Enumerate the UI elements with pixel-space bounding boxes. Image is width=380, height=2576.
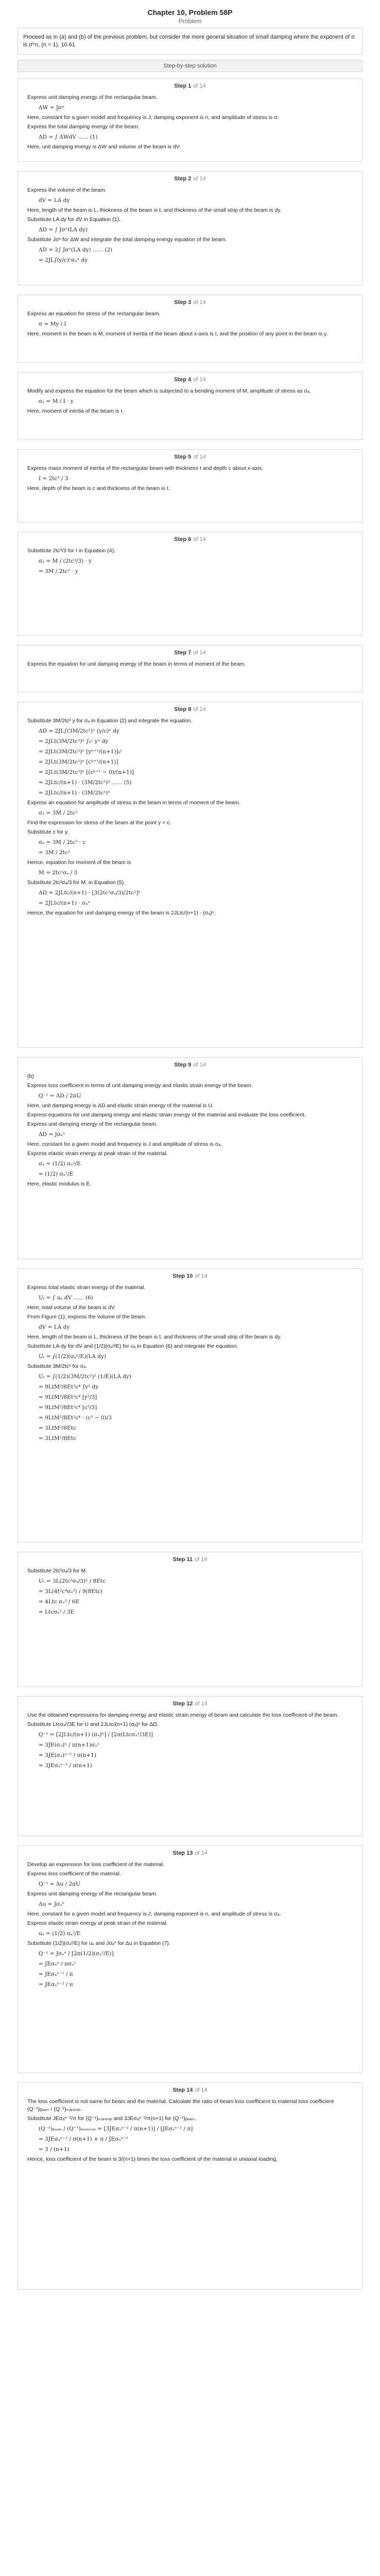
step-text: Express unit damping energy of the rectangular beam. (27, 94, 158, 100)
step-equation: = JEσₐⁿ / πσₐ² (39, 1961, 76, 1967)
step-equation: = 2JLtc/(n+1) · (3M/2tc²)ⁿ ...... (5) (39, 779, 132, 786)
step-text: Substitute LA dy for dV in Equation (1). (27, 216, 120, 223)
step-equation: ΔW = Jσⁿ (39, 105, 64, 111)
step-label: Step 7 (174, 650, 192, 656)
step-header (18, 1846, 362, 1859)
step-equation: = 3 / (n+1) (39, 2146, 70, 2153)
step-equation: Uₜ = ∫ uₐ dV ...... (6) (39, 1295, 93, 1301)
step-text: Substitute Ltcσₐ²/3E for U and 2JLtc/(n+1) (σₐ)ⁿ for ΔD. (27, 1721, 159, 1727)
step-equation: σₐ = 3M / 2tc² (39, 810, 78, 816)
step-card-13 (18, 1845, 362, 2073)
step-text: The loss coefficient is not same for beam and the material. Calculate the ratio of beam loss coefficient to material loss coefficient (Q⁻¹)ᵦₑₐₘ / (Q⁻¹)ₘₐₜₑᵣᵢₐₗ. (27, 2098, 334, 2112)
step-equation: uₐ = (1/2) σₐ²/E (39, 1930, 81, 1937)
step-equation: ΔD = ∫ Jσⁿ(LA dy) (39, 227, 88, 233)
step-equation: = 3LtM²/8Etc (39, 1435, 76, 1442)
step-card-10 (18, 1268, 362, 1543)
step-text: Express an equation for amplitude of stress in the beam in terms of moment of the beam. (27, 800, 240, 806)
step-count: of 14 (193, 83, 206, 89)
step-text: Express the total damping energy of the beam. (27, 124, 140, 130)
step-label: Step 6 (174, 536, 192, 543)
step-equation: = JEσₐⁿ⁻² / π (39, 1981, 73, 1988)
step-equation: = 3JEσₐⁿ⁻² / π(n+1) × π / JEσₐⁿ⁻² (39, 2136, 128, 2142)
step-equation: = 3L(4t²c⁴σₐ²) / 9(8Etc) (39, 1588, 103, 1595)
step-equation: Uₜ = 3L(2tc²σₐ/3)² / 8Etc (39, 1578, 106, 1584)
step-text: Substitute 2tc³/3 for I in Equation (4). (27, 548, 116, 554)
step-equation: = 9LtM²/8Et²c⁴ ∫y² dy (39, 1384, 99, 1390)
step-label: Step 11 (172, 1556, 193, 1563)
page-subtitle: Problem (178, 18, 202, 25)
step-count: of 14 (195, 1701, 208, 1707)
step-text: Here, length of the beam is L, thickness of the beam is t, and thickness of the small strip of the beam is dy. (27, 207, 282, 213)
step-equation: = 9LtM²/8Et²c⁴ [y³/3] (39, 1394, 97, 1400)
step-equation: = 9LtM²/8Et²c⁴ [c³/3] (39, 1404, 97, 1411)
step-equation: ΔD = 2JLtc/(n+1) · [3(2tc²σₐ/3)/2tc²]ⁿ (39, 890, 141, 896)
step-count: of 14 (193, 176, 206, 182)
step-label: Step 13 (172, 1850, 193, 1856)
step-text: Find the expression for stress of the beam at the point y = c. (27, 820, 171, 826)
step-equation: ΔD = ∫ ΔWdV ...... (1) (39, 134, 98, 140)
step-count: of 14 (193, 377, 206, 383)
step-header (18, 1552, 362, 1566)
step-text: Here, length of the beam is L, thickness of the beam is t, and thickness of the small strip of the beam is dy. (27, 1334, 282, 1340)
step-header (18, 532, 362, 546)
step-label: Step 5 (174, 454, 192, 460)
step-equation: = JEσₐⁿ⁻² / π (39, 1971, 73, 1977)
step-equation: = 3LtM²/8Etc (39, 1425, 76, 1431)
step-equation: = 2JL∫(y/c)ⁿσₐⁿ dy (39, 257, 88, 263)
step-text: Express loss coefficient of the material. (27, 1871, 121, 1877)
step-equation: Q⁻¹ = Δu / 2πU (39, 1881, 80, 1887)
step-text: Express unit damping energy of the rectangular beam. (27, 1891, 158, 1897)
step-text: Here, moment of inertia of the beam is I. (27, 408, 124, 414)
step-count: of 14 (193, 536, 206, 543)
step-text: Develop an expression for loss coefficient of the material. (27, 1861, 164, 1868)
step-text: Substitute JEσₐⁿ⁻²/π for (Q⁻¹)ₘₐₜₑᵣᵢₐₗ and 3JEσₐⁿ⁻²/π(n+1) for (Q⁻¹)ᵦₑₐₘ. (27, 2115, 197, 2122)
step-card-7 (18, 645, 362, 692)
step-equation: ΔD = 2∫ Jσⁿ(LA dy) ...... (2) (39, 247, 113, 253)
step-text: From Figure (1), express the volume of the beam. (27, 1314, 147, 1320)
step-equation: = 2JLt(3M/2tc²)ⁿ [cⁿ⁺¹/(n+1)] (39, 759, 118, 765)
step-equation: dV = LA dy (39, 1324, 70, 1330)
step-label: Step 3 (174, 299, 192, 306)
step-equation: σₐ = M / I · y (39, 398, 74, 404)
step-text: Here, unit damping energy is ΔW and volume of the beam is dV. (27, 144, 181, 150)
step-text: (b) (27, 1073, 34, 1079)
step-text: Hence, loss coefficient of the beam is 3/(n+1) times the loss coefficient of the material in uniaxial loading. (27, 2156, 278, 2162)
step-equation: = 2JLtc/(n+1) · (3M/2tc²)ⁿ (39, 790, 110, 796)
page-title: Chapter 10, Problem 58P (147, 8, 233, 16)
step-header (18, 1269, 362, 1282)
step-text: Express loss coefficient in terms of unit damping energy and elastic strain energy of the beam. (27, 1082, 253, 1089)
step-text: Substitute 3M/2tc³ y for σₐ in Equation (2) and integrate the equation. (27, 718, 193, 724)
step-equation: σₐ = M / (2tc³/3) · y (39, 558, 92, 564)
step-equation: ΔD = Jσₐⁿ (39, 1131, 65, 1138)
step-text: Here, constant for a given model and frequency is J, damping exponent is n, and amplitude of stress is σ. (27, 114, 279, 121)
step-text: Express elastic strain energy at peak strain of the material. (27, 1920, 168, 1926)
step-header (18, 79, 362, 92)
step-equation: = 3JE(σₐ)ⁿ⁻² / π(n+1) (39, 1752, 96, 1758)
step-equation: Q⁻¹ = Jσₐⁿ / [2π(1/2)(σₐ²/E)] (39, 1951, 114, 1957)
step-count: of 14 (193, 454, 206, 460)
step-text: Here, constant for a given model and frequency is J, damping exponent is n, and amplitude of stress is σₐ. (27, 1911, 281, 1917)
step-equation: = 2JLt(3M/2tc²)ⁿ ∫₀ᶜ yⁿ dy (39, 738, 109, 744)
step-count: of 14 (195, 2087, 208, 2093)
step-card-11 (18, 1552, 362, 1687)
step-text: Substitute (1/2)(σₐ²/E) for uₐ and Jσₐⁿ for Δu in Equation (7). (27, 1940, 170, 1946)
step-card-5 (18, 449, 362, 522)
problem-text: Proceed as in (a) and (b) of the previous problem, but consider the more general situation of small damping where the exponent of σ is σ^n, (n = 1), 10.61 (23, 34, 355, 48)
step-card-1 (18, 78, 362, 162)
step-count: of 14 (193, 299, 206, 306)
step-equation: = Ltcσₐ² / 3E (39, 1609, 75, 1615)
step-text: Substitute c for y. (27, 829, 69, 835)
step-text: Express the volume of the beam. (27, 187, 107, 193)
step-header (18, 295, 362, 309)
step-equation: I = 2tc³ / 3 (39, 476, 68, 482)
step-text: Here, depth of the beam is c and thickness of the beam is t. (27, 485, 170, 492)
step-text: Substitute 2tc²σₐ/3 for M. (27, 1568, 88, 1574)
solution-bar[interactable]: Step-by-step solution (18, 60, 362, 72)
step-equation: = 4Ltc σₐ² / 6E (39, 1599, 80, 1605)
step-equation: σₐ = 3M / 2tc³ · c (39, 839, 86, 845)
step-header (18, 450, 362, 463)
step-text: Express equations for unit damping energy and elastic strain energy of the material and evaluate the loss coefficient. (27, 1112, 306, 1118)
step-card-12 (18, 1696, 362, 1836)
step-text: Here, elastic modulus is E. (27, 1181, 92, 1187)
step-equation: = 3M / 2tc² (39, 850, 70, 856)
step-text: Here, constant for a given model and frequency is J and amplitude of stress is σₐ. (27, 1141, 222, 1147)
step-label: Step 8 (174, 706, 192, 713)
step-equation: σₐ = (1/2) σₐ²/E (39, 1161, 81, 1167)
step-header (18, 172, 362, 185)
step-header (18, 1058, 362, 1071)
step-count: of 14 (195, 1273, 208, 1279)
step-header (18, 2083, 362, 2096)
step-text: Substitute LA dy for dV and (1/2)(σₐ²/E) for uₐ in Equation (6) and integrate the equation. (27, 1343, 238, 1349)
step-label: Step 1 (174, 83, 192, 89)
step-header (18, 702, 362, 716)
step-card-9 (18, 1057, 362, 1259)
step-text: Express elastic strain energy at peak strain of the material. (27, 1150, 168, 1157)
step-equation: dV = LA dy (39, 197, 70, 204)
step-equation: = 3JE(σₐ)ⁿ / π(n+1)σₐ² (39, 1742, 99, 1748)
step-text: Hence, equation for moment of the beam is (27, 859, 131, 866)
step-equation: = 3JEσₐⁿ⁻² / π(n+1) (39, 1762, 92, 1769)
step-card-8 (18, 702, 362, 1048)
step-header (18, 1697, 362, 1710)
step-equation: Uₜ = ∫(1/2)(3M/2tc²)² (1/E)(LA dy) (39, 1374, 131, 1380)
step-card-4 (18, 372, 362, 440)
step-equation: = 2JLtc/(n+1) · σₐⁿ (39, 900, 90, 906)
step-text: Use the obtained expressions for damping energy and elastic strain energy of beam and calculate the loss coefficient of the beam. (27, 1712, 339, 1718)
step-equation: σ = My / I (39, 321, 66, 327)
step-card-3 (18, 295, 362, 363)
step-text: Hence, the equation for unit damping energy of the beam is 2JLtc/(n+1) · (σₐ)ⁿ. (27, 910, 216, 916)
step-card-2 (18, 171, 362, 285)
step-label: Step 2 (174, 176, 192, 182)
step-label: Step 12 (172, 1701, 193, 1707)
step-equation: Q⁻¹ = [2JLtc/(n+1) (σₐ)ⁿ] / [2π(Ltcσₐ²/3E)] (39, 1732, 153, 1738)
step-count: of 14 (195, 1556, 208, 1563)
step-text: Here, unit damping energy is ΔD and elastic strain energy of the material is U. (27, 1103, 214, 1109)
step-header (18, 646, 362, 659)
step-equation: = (1/2) σₐ²/E (39, 1171, 74, 1177)
step-card-14 (18, 2082, 362, 2290)
step-equation: M = 2tc²σₐ / 3 (39, 870, 78, 876)
step-text: Express an equation for stress of the rectangular beam. (27, 311, 161, 317)
step-equation: Uₜ = ∫(1/2)(σₐ²/E)(LA dy) (39, 1353, 107, 1360)
step-text: Substitute Jσⁿ for ΔW and integrate the total damping energy equation of the beam. (27, 236, 227, 243)
step-card-6 (18, 532, 362, 636)
step-text: Express the equation for unit damping energy of the beam in terms of moment of the beam. (27, 661, 246, 667)
step-equation: = 9LtM²/8Et²c⁴ · (c³ − 0)/3 (39, 1415, 112, 1421)
step-label: Step 9 (174, 1062, 192, 1068)
step-equation: = 2JLt(3M/2tc²)ⁿ [(cⁿ⁺¹ − 0)/(n+1)] (39, 769, 134, 775)
step-text: Express total elastic strain energy of the material. (27, 1284, 146, 1291)
step-label: Step 14 (172, 2087, 193, 2093)
step-text: Here, total volume of the beam is dV. (27, 1304, 116, 1311)
step-text: Substitute 2tc²σₐ/3 for M, in Equation (5). (27, 879, 126, 886)
step-label: Step 10 (172, 1273, 193, 1279)
step-equation: ΔD = 2JL∫(3M/2tc²)ⁿ (y/c)ⁿ dy (39, 728, 119, 734)
step-equation: = 2JLt(3M/2tc²)ⁿ [yⁿ⁺¹/(n+1)]₀ᶜ (39, 749, 123, 755)
step-text: Modify and express the equation for the beam which is subjected to a bending moment of M, amplitude of stress as σₐ. (27, 388, 311, 394)
step-equation: Δu = Jσₐⁿ (39, 1901, 64, 1907)
step-equation: = 3M / 2tc³ · y (39, 568, 78, 574)
step-text: Here, moment in the beam is M, moment of inertia of the beam about x-axis is I, and the position of any point in the beam is y. (27, 331, 328, 337)
step-text: Express mass moment of inertia of the rectangular beam with thickness t and depth c about x-axis. (27, 465, 264, 471)
step-text: Express unit damping energy of the rectangular beam. (27, 1121, 158, 1127)
step-equation: Q⁻¹ = ΔD / 2πU (39, 1093, 81, 1099)
step-count: of 14 (193, 706, 206, 713)
step-count: of 14 (193, 1062, 206, 1068)
step-count: of 14 (195, 1850, 208, 1856)
step-count: of 14 (193, 650, 206, 656)
step-equation: (Q⁻¹)ᵦₑₐₘ / (Q⁻¹)ₘₐₜₑᵣᵢₐₗ = [3JEσₐⁿ⁻² / π(n+1)] / [JEσₐⁿ⁻² / π] (39, 2126, 193, 2132)
step-text: Substitute 3M/2tc² for σₐ. (27, 1363, 88, 1369)
problem-statement (18, 28, 362, 55)
steps-container (0, 78, 380, 2290)
step-header (18, 372, 362, 386)
step-label: Step 4 (174, 377, 192, 383)
